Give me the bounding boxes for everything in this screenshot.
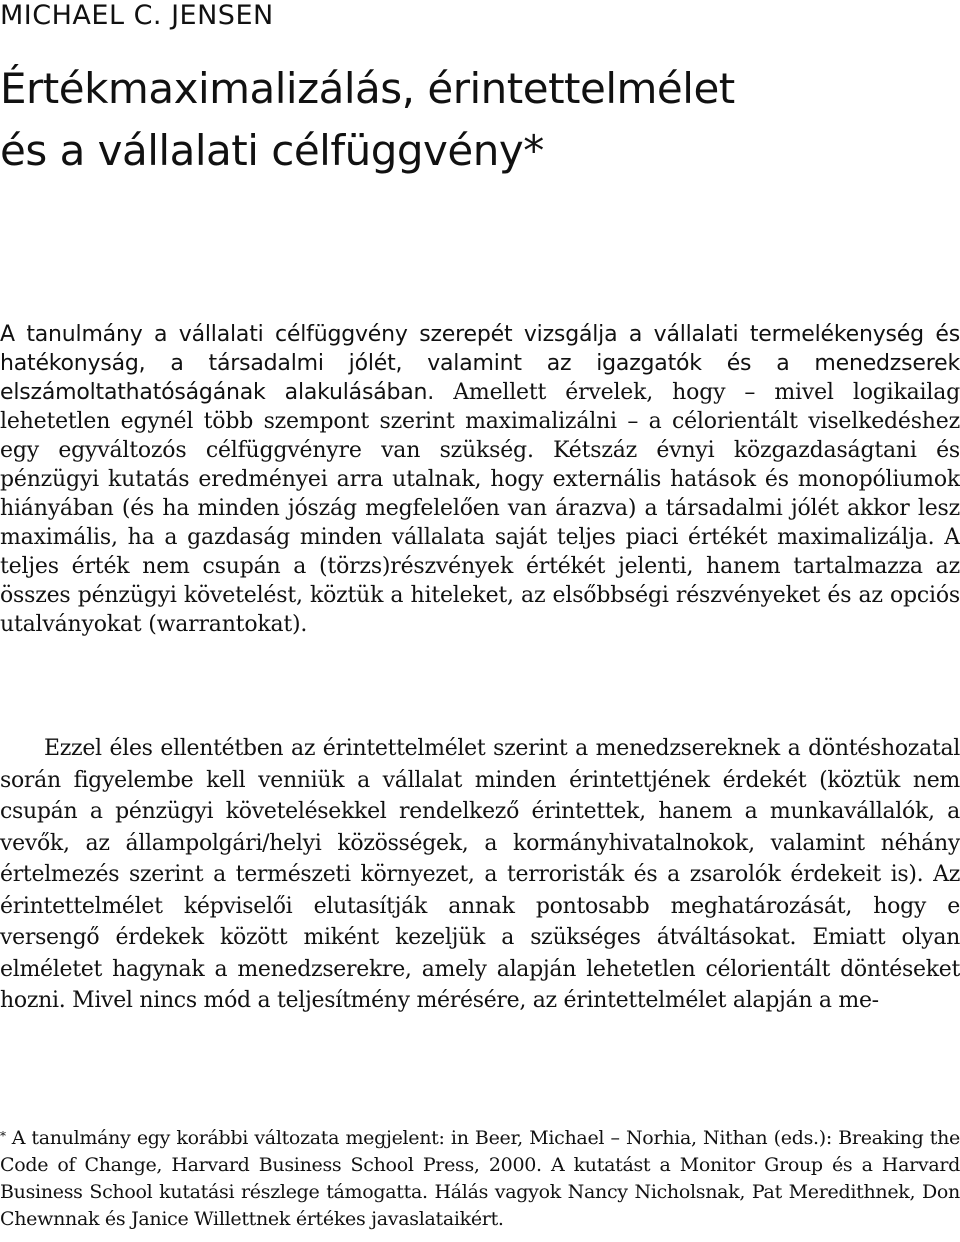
author-name: MICHAEL C. JENSEN xyxy=(0,0,274,31)
abstract-sans-text: A tanulmány a vállalati célfüggvény szerepét vizsgálja a vállalati termelékenység és hatékonyság, a társadalmi jólét, valamint az igazgatók és a menedzserek elszámoltathatóságának alakulásában. xyxy=(0,322,960,405)
body-paragraph: Ezzel éles ellentétben az érintettelmélet szerint a menedzsereknek a döntéshozatal során figyelembe kell venniük a vállalat minden érintettjének érdekét (köztük nem csupán a pénzügyi követelésekkel rendelkező érintettek, hanem a munkavállalók, a vevők, az állampolgári/helyi közösségek, a kormányhivatalnokok, valamint néhány értelmezés szerint a természeti környezet, a terroristák és a zsarolók érdekeit is). Az érintettelmélet képviselői elutasítják annak pontosabb meghatározását, hogy e versengő érdekek között miként kezeljük a szükséges átváltásokat. Emiatt olyan elméletet hagynak a menedzserekre, amely alapján lehetetlen célorientált döntéseket hozni. Mivel nincs mód a teljesítmény mérésére, az érintettelmélet alapján a me- xyxy=(0,736,960,1013)
footnote xyxy=(0,1125,960,1233)
abstract xyxy=(0,320,960,639)
abstract-serif-text: Amellett érvelek, hogy – mivel logikailag lehetetlen egynél több szempont szerint maximalizálni – a célorientált viselkedéshez egy egyváltozós célfüggvényre van szükség. Kétszáz évnyi közgazdaságtani és pénzügyi kutatás eredményei arra utalnak, hogy externális hatások és monopóliumok hiányában (és ha minden jószág megfelelően van árazva) a társadalmi jólét akkor lesz maximális, ha a gazdaság minden vállalata saját teljes piaci értékét maximalizálja. A teljes érték nem csupán a (törzs)részvények értékét jelenti, hanem tartalmazza az összes pénzügyi követelést, köztük a hiteleket, az elsőbbségi részvényeket és az opciós utalványokat (warrantokat). xyxy=(0,380,960,637)
article-title xyxy=(0,58,960,182)
footnote-text: A tanulmány egy korábbi változata megjelent: in Beer, Michael – Norhia, Nithan (eds.): Breaking the Code of Change, Harvard Business School Press, 2000. A kutatást a Monitor Group és a Harvard Business School kutatási részlege támogatta. Hálás vagyok Nancy Nicholsnak, Pat Meredithnek, Don Chewnnak és Janice Willettnek értékes javaslataikért. xyxy=(0,1127,960,1230)
title-line-2: és a vállalati célfüggvény* xyxy=(0,126,544,175)
footnote-marker: * xyxy=(0,1129,6,1143)
title-line-1: Értékmaximalizálás, érintettelmélet xyxy=(0,64,735,113)
